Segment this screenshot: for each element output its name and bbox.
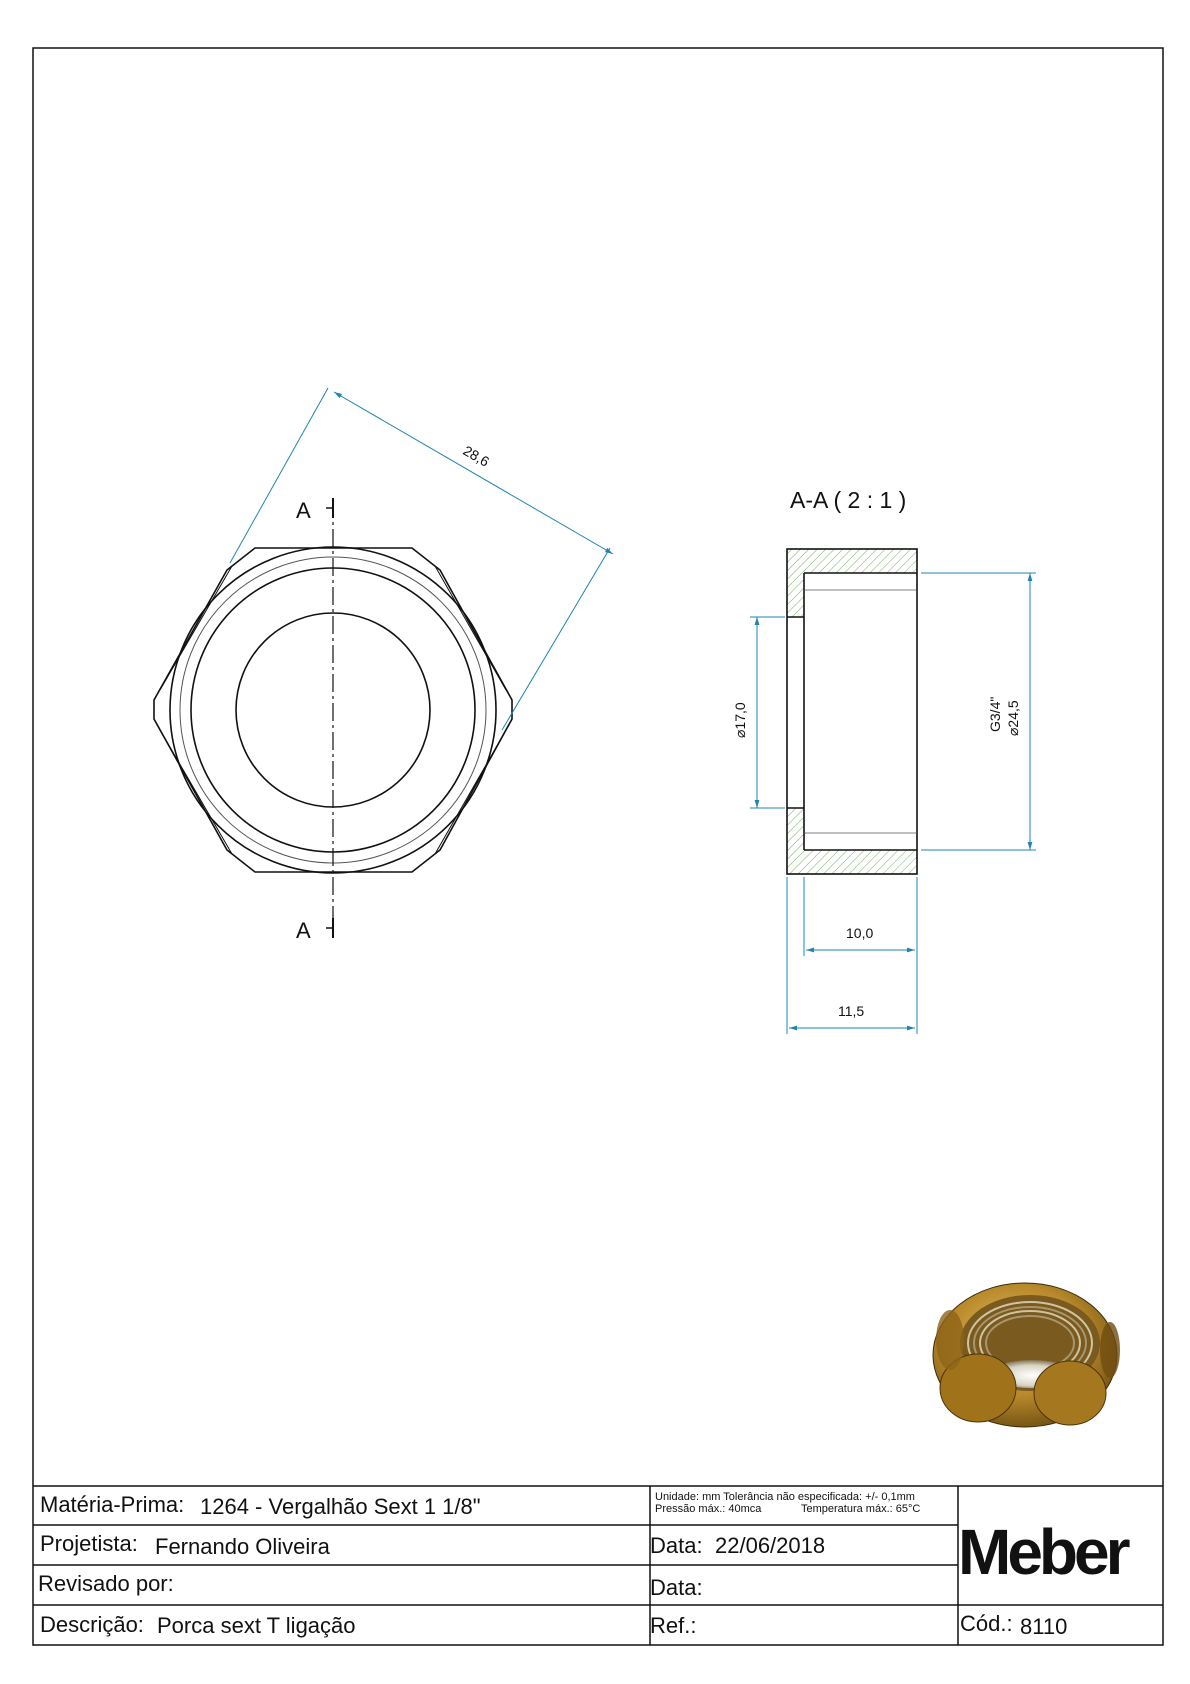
section-dimensions [750,573,1036,1034]
ref-label: Ref.: [650,1613,697,1638]
dim-thread-designation: G3/4" [987,696,1003,732]
company-logo: Meber [958,1516,1127,1588]
descricao-label: Descrição: [40,1612,144,1637]
notes-line-1: Unidade: mm Tolerância não especificada: +/- 0,1mm [655,1491,915,1503]
data-label-2: Data: [650,1575,703,1600]
notes-line-2a: Pressão máx.: 40mca [655,1503,762,1515]
data-label-1: Data: [650,1533,703,1558]
section-mark-top: A [296,498,311,523]
section-mark-bottom: A [296,918,311,943]
materia-prima-label: Matéria-Prima: [40,1492,185,1517]
dim-thread-diameter: ⌀24,5 [1005,700,1021,736]
section-hatch-bottom [787,808,917,874]
section-view [787,549,917,874]
materia-prima-value: 1264 - Vergalhão Sext 1 1/8" [200,1494,481,1519]
cod-value: 8110 [1020,1614,1068,1639]
section-view-title: A-A ( 2 : 1 ) [790,487,907,513]
revisado-label: Revisado por: [38,1571,174,1596]
data-value-1: 22/06/2018 [715,1533,826,1558]
dim-bore-diameter: ⌀17,0 [732,702,748,738]
descricao-value: Porca sext T ligação [157,1613,356,1638]
dim-across-flats: 28,6 [460,442,493,470]
notes-line-2b: Temperatura máx.: 65°C [801,1503,921,1515]
dimension-across-flats [230,388,613,730]
cod-label: Cód.: [960,1611,1013,1636]
dim-total-length: 11,5 [838,1003,865,1019]
section-hatch-top [787,549,917,617]
dim-thread-depth: 10,0 [846,925,874,941]
nut-3d-render [933,1283,1120,1427]
projetista-label: Projetista: [40,1531,138,1556]
projetista-value: Fernando Oliveira [155,1534,330,1559]
